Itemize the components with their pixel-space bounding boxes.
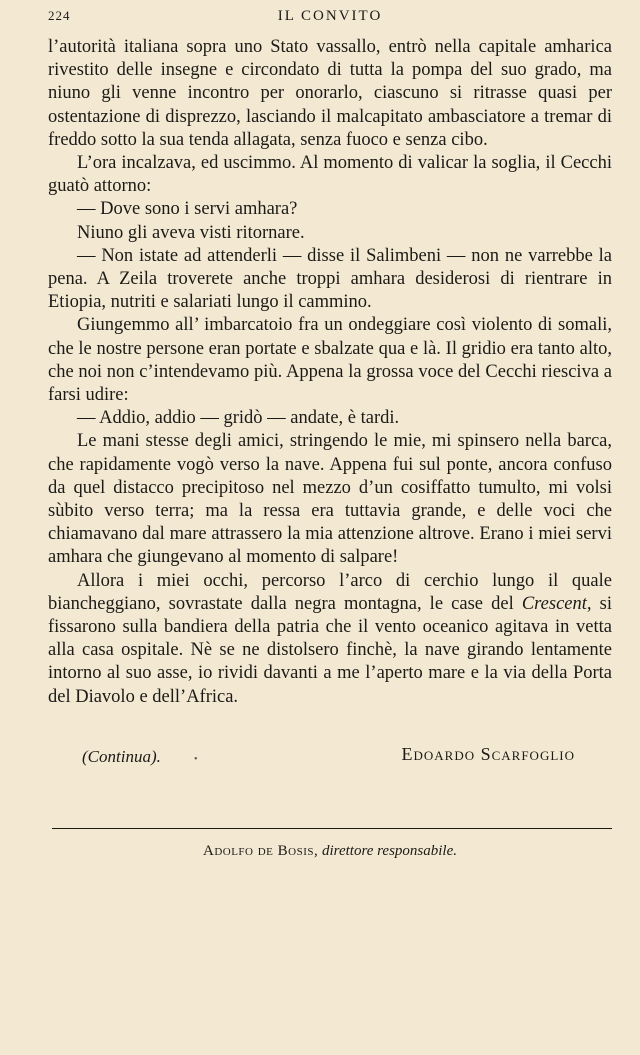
paragraph-5: — Non istate ad attenderli — disse il Salimbeni — non ne varrebbe la pena. A Zeila troverete anche troppi amhara desiderosi di rientrare in Etiopia, nutriti e salariati lungo il cammino. [48, 245, 612, 313]
footer-rule [52, 828, 612, 829]
paragraph-3: — Dove sono i servi amhara? [77, 199, 298, 220]
paragraph-9-part-1: Allora i miei occhi, percorso l’arco di cerchio lungo il quale biancheggiano, sovrastate dalla negra montagna, le case del [48, 570, 612, 614]
editor-credit [48, 843, 612, 860]
journal-title: IL CONVITO [277, 8, 383, 24]
ink-speck: • [194, 754, 198, 765]
editor-role: direttore responsabile. [322, 843, 457, 859]
paragraph-4: Niuno gli aveva visti ritornare. [77, 222, 305, 243]
running-head [48, 8, 612, 30]
continua-note: (Continua). [82, 747, 161, 766]
paragraph-9-part-2: si fissarono sulla bandiera della patria che il vento oceanico agitava in vetta alla casa ospitale. Nè se ne distolsero finchè, la nave girando lentamente intorno al suo asse, io rividi davanti a me l’aperto mare e la via della Porta del Diavolo e dell’Africa. [48, 593, 612, 707]
paragraph-6: Giungemmo all’ imbarcatoio fra un ondeggiare così violento di somali, che le nostre persone eran portate e sbalzate qua e là. Il gridio era tanto alto, che noi non c’intendevamo più. Appena la grossa voce del Cecchi riesciva a farsi udire: [48, 315, 612, 406]
paragraph-8: Le mani stesse degli amici, stringendo le mie, mi spinsero nella barca, che rapidamente vogò verso la nave. Appena fui sul ponte, ancora confuso da quel distacco precipitoso nel mezzo d’un cosiffatto tumulto, mi volsi sùbito verso terra; ma la ressa era tuttavia grande, e delle voci che chiamavano dal mare attrassero la mia attenzione altrove. Erano i miei servi amhara che giungevano al momento di salpare! [48, 431, 612, 568]
crescent-italic: Crescent, [521, 593, 592, 614]
editor-name: Adolfo de Bosis, [202, 843, 319, 859]
author-signature: Edoardo Scarfoglio [401, 744, 575, 764]
paragraph-7: — Addio, addio — gridò — andate, è tardi. [77, 408, 400, 429]
page-number: 224 [48, 8, 71, 23]
paragraph-1: l’autorità italiana sopra uno Stato vassallo, entrò nella capitale amharica rivestito delle insegne e circondato di tutta la pompa del suo grado, ma niuno gli venne incontro per onorarlo, ciascuno si ritrasse quasi per ostentazione di disprezzo, lasciando il malcapitato ambasciatore a tremar di freddo sotto la sua tenda allagata, senza fuoco e senza cibo. [48, 37, 612, 150]
paragraph-9 [48, 570, 612, 709]
signature-line [48, 744, 612, 770]
article-body [48, 36, 612, 709]
paragraph-2: L’ora incalzava, ed uscimmo. Al momento di valicar la soglia, il Cecchi guatò attorno: [48, 153, 612, 197]
